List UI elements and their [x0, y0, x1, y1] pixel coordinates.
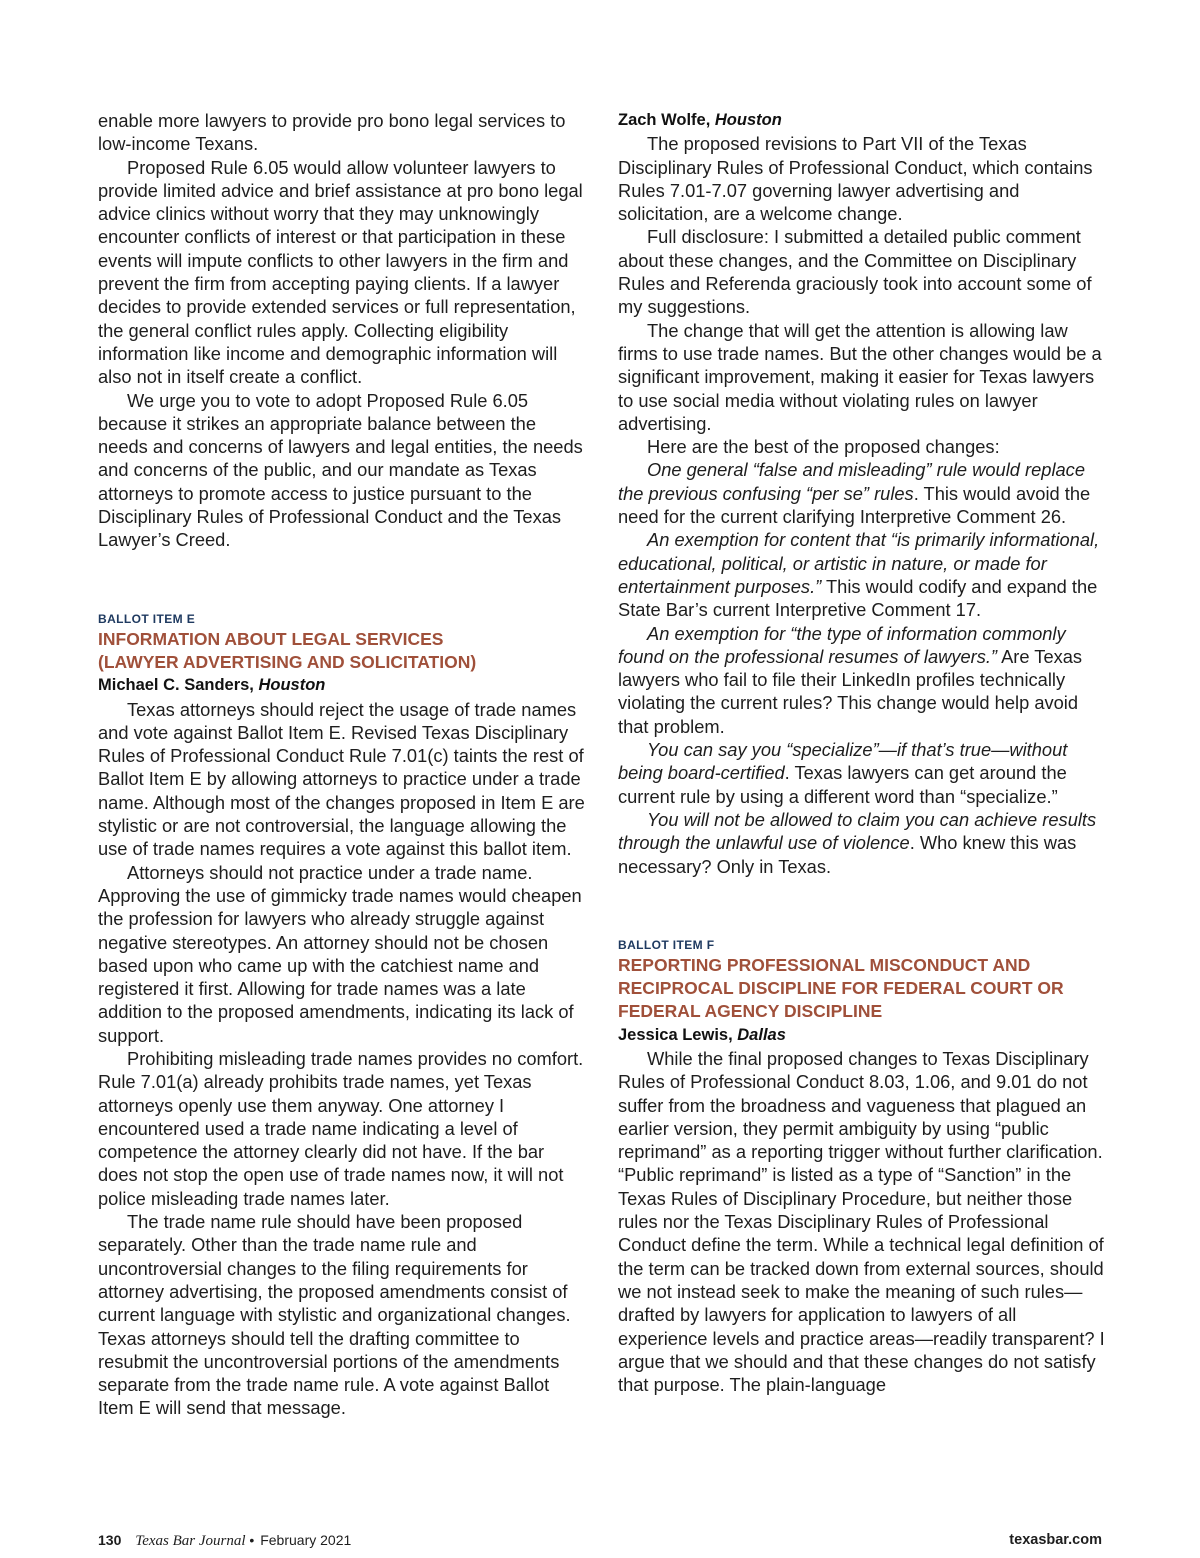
paragraph-rest: . Texas lawyers can get around the current rule by using a different word than “specialize.” [618, 762, 1067, 807]
ballot-title-line: (LAWYER ADVERTISING AND SOLICITATION) [98, 651, 477, 672]
body-paragraph: The trade name rule should have been proposed separately. Other than the trade name rule and uncontroversial changes to the filing requirements for attorney advertising, the proposed amendments consist of current language with stylistic and organizational changes. Texas attorneys should tell the drafting committee to resubmit the uncontroversial portions of the amendments separate from the trade name rule. A vote against Ballot Item E will send that message. [98, 1211, 571, 1419]
ballot-title-line: FEDERAL AGENCY DISCIPLINE [618, 1001, 883, 1022]
website-link[interactable]: texasbar.com [1009, 1532, 1102, 1548]
footer-bullet: • [249, 1532, 255, 1548]
page-footer [98, 1532, 1102, 1554]
body-paragraph [618, 528, 1108, 621]
body-paragraph: Attorneys should not practice under a trade name. Approving the use of gimmicky trade names would cheapen the profession for lawyers who already struggle against negative stereotypes. An attorney should not be chosen based upon who came up with the catchiest name and registered it first. Allowing for trade names was a late addition to the proposed amendments, indicating its lack of support. [98, 861, 582, 1046]
ballot-item-label: BALLOT ITEM E [98, 611, 196, 626]
italic-lead: An exemption for “the type of information commonly found on the professional resumes of lawyers.” [618, 622, 1066, 667]
paragraph-rest: . Who knew this was necessary? Only in Texas. [618, 832, 1077, 877]
ballot-title-line: REPORTING PROFESSIONAL MISCONDUCT AND [618, 954, 1031, 975]
section-spacer [98, 552, 588, 610]
paragraph-rest: Are Texas lawyers who fail to file their LinkedIn profiles technically violating the current rules? This change would help avoid that problem. [618, 645, 1083, 737]
author-city: Houston [714, 111, 782, 129]
page-number: 130 [98, 1532, 122, 1548]
author-city: Houston [258, 676, 326, 695]
author-city: Dallas [737, 1025, 786, 1044]
body-paragraph: The change that will get the attention is allowing law firms to use trade names. But the other changes would be a significant improvement, making it easier for Texas lawyers to use social media without violating rules on lawyer advertising. [618, 319, 1102, 434]
body-paragraph: While the final proposed changes to Texas Disciplinary Rules of Professional Conduct 8.03, 1.06, and 9.01 do not suffer from the broadness and vagueness that plagued an earlier version, they permit ambiguity by using “public reprimand” as a reporting trigger without further clarification. “Public reprimand” is listed as a type of “Sanction” in the Texas Rules of Disciplinary Procedure, but neither those rules nor the Texas Disciplinary Rules of Professional Conduct define the term. While a technical legal definition of the term can be tracked down from external sources, should we not instead seek to make the meaning of such rules—drafted by lawyers for application to lawyers of all experience levels and practice areas—readily transparent? I argue that we should and that these changes do not satisfy that purpose. The plain-language [618, 1047, 1105, 1396]
body-paragraph [618, 808, 1108, 878]
body-paragraph: Here are the best of the proposed changes: [647, 436, 1000, 458]
author-name: Jessica Lewis, [618, 1025, 733, 1044]
body-paragraph: Proposed Rule 6.05 would allow volunteer lawyers to provide limited advice and brief assistance at pro bono legal advice clinics without worry that they may unknowingly encounter conflicts of interest or that participation in these events will impute conflicts to other lawyers in the firm and prevent the firm from accepting paying clients. If a lawyer decides to provide extended services or full representation, the general conflict rules apply. Collecting eligibility information like income and demographic information will also not in itself create a conflict. [98, 156, 583, 388]
paragraph-rest: This would codify and expand the State Bar’s current Interpretive Comment 17. [618, 575, 1098, 621]
body-paragraph [618, 738, 1108, 808]
body-paragraph: Prohibiting misleading trade names provides no comfort. Rule 7.01(a) already prohibits trade names, yet Texas attorneys openly use them anyway. One attorney I encountered used a trade name indicating a level of competence the attorney clearly did not have. If the bar does not stop the open use of trade names now, it will not police misleading trade names later. [98, 1047, 584, 1209]
ballot-item-label: BALLOT ITEM F [618, 937, 715, 952]
ballot-item-title [618, 954, 1108, 1024]
italic-lead: One general “false and misleading” rule would replace the previous confusing “per se” rules [618, 459, 1085, 504]
ballot-item-title [98, 628, 588, 675]
author-name: Michael C. Sanders, [98, 676, 254, 695]
left-column [98, 109, 588, 1420]
paragraph-rest: . This would avoid the need for the current clarifying Interpretive Comment 26. [618, 482, 1091, 528]
author-name: Zach Wolfe, [618, 111, 711, 129]
body-paragraph: Full disclosure: I submitted a detailed public comment about these changes, and the Committee on Disciplinary Rules and Referenda graciously took into account some of my suggestions. [618, 226, 1092, 318]
body-paragraph: Texas attorneys should reject the usage of trade names and vote against Ballot Item E. Revised Texas Disciplinary Rules of Professional Conduct Rule 7.01(c) taints the rest of Ballot Item E by allowing attorneys to practice under a trade name. Although most of the changes proposed in Item E are stylistic or are not controversial, the language allowing the use of trade names requires a vote against this ballot item. [98, 698, 585, 860]
body-paragraph: enable more lawyers to provide pro bono legal services to low-income Texans. [98, 110, 566, 155]
ballot-title-line: RECIPROCAL DISCIPLINE FOR FEDERAL COURT OR [618, 978, 1064, 999]
body-paragraph: We urge you to vote to adopt Proposed Rule 6.05 because it strikes an appropriate balance between the needs and concerns of lawyers and legal entities, the needs and concerns of the public, and our mandate as Texas attorneys to promote access to justice pursuant to the Disciplinary Rules of Professional Conduct and the Texas Lawyer’s Creed. [98, 389, 583, 551]
ballot-title-line: INFORMATION ABOUT LEGAL SERVICES [98, 628, 444, 649]
author-byline [618, 109, 1108, 132]
issue-date: February 2021 [260, 1532, 352, 1548]
author-byline [98, 674, 588, 697]
italic-lead: An exemption for content that “is primarily informational, educational, political, or artistic in nature, or made for entertainment purposes.” [618, 529, 1100, 597]
journal-title: Texas Bar Journal [135, 1533, 246, 1549]
italic-lead: You can say you “specialize”—if that’s true—without being board-certified [618, 739, 1068, 784]
italic-lead: You will not be allowed to claim you can achieve results through the unlawful use of violence [618, 808, 1097, 854]
right-column [618, 109, 1108, 1396]
section-spacer [618, 878, 1108, 936]
body-paragraph [618, 458, 1108, 528]
body-paragraph: The proposed revisions to Part VII of the Texas Disciplinary Rules of Professional Conduct, which contains Rules 7.01-7.07 governing lawyer advertising and solicitation, are a welcome change. [618, 133, 1093, 225]
body-paragraph [618, 622, 1108, 738]
author-byline [618, 1024, 1108, 1047]
